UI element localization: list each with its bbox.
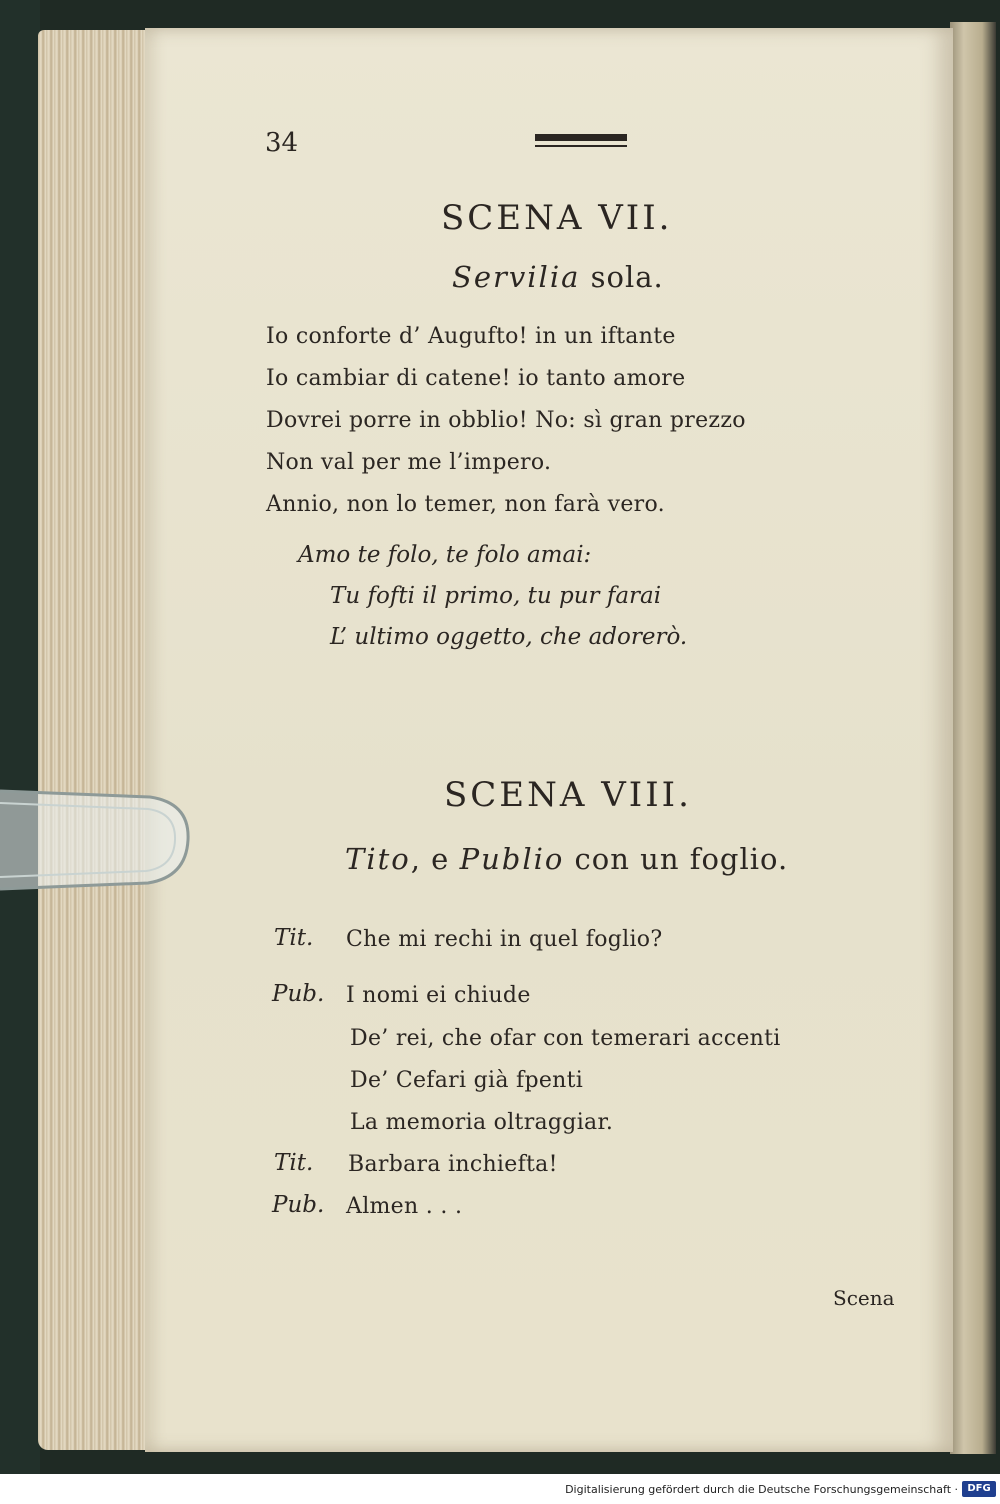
speaker-label: Tit. [274, 1150, 314, 1176]
speaker-label: Pub. [272, 1192, 325, 1218]
ornament-thick-rule [535, 134, 627, 141]
dialogue-line: Barbara inchiefta! [348, 1152, 558, 1177]
scan-background [0, 0, 40, 1504]
scene-8-subtitle [345, 842, 788, 876]
scene-8-stage-direction: con un foglio. [574, 842, 789, 876]
ornament-thin-rule [535, 145, 627, 147]
book-page [145, 28, 953, 1452]
dialogue-line: De’ Cefari già fpenti [350, 1068, 584, 1093]
verse-line: Dovrei porre in obblio! No: sì gran prezzo [266, 408, 746, 433]
verse-line: Non val per me l’impero. [266, 450, 552, 475]
aria-line: Tu fofti il primo, tu pur farai [330, 583, 662, 609]
aria-line: Amo te folo, te folo amai: [298, 542, 592, 568]
scene-7-character: Servilia [452, 260, 581, 294]
verse-line: Io cambiar di catene! io tanto amore [266, 366, 686, 391]
dialogue-line: Che mi rechi in quel foglio? [346, 927, 663, 952]
dialogue-line: I nomi ei chiude [346, 983, 531, 1008]
scene-7-title: SCENA VII. [441, 198, 673, 238]
digitization-credit: Digitalisierung gefördert durch die Deutsche Forschungsgemeinschaft · [565, 1483, 958, 1496]
verse-line: Annio, non lo temer, non farà vero. [266, 492, 665, 517]
scene-8-title: SCENA VIII. [444, 775, 692, 815]
speaker-label: Pub. [272, 981, 325, 1007]
dfg-logo: DFG [962, 1481, 996, 1497]
header-rule-ornament [535, 134, 627, 150]
aria-line: L’ ultimo oggetto, che adorerò. [330, 624, 688, 650]
scene-8-character-1: Tito [345, 842, 411, 876]
dialogue-line: La memoria oltraggiar. [350, 1110, 614, 1135]
dialogue-line: Almen . . . [346, 1194, 463, 1219]
catchword: Scena [833, 1286, 895, 1310]
speaker-label: Tit. [274, 925, 314, 951]
scene-8-conjunction: , e [410, 842, 450, 876]
scene-8-character-2: Publio [459, 842, 565, 876]
page-edges [38, 30, 153, 1450]
scene-7-stage-direction: sola. [590, 260, 664, 294]
dialogue-line: De’ rei, che ofar con temerari accenti [350, 1026, 781, 1051]
book-right-edge [950, 22, 996, 1454]
verse-line: Io conforte d’ Augufto! in un iftante [266, 324, 676, 349]
scene-7-subtitle [452, 260, 664, 294]
page-number: 34 [265, 128, 299, 158]
page-clip [0, 785, 190, 895]
